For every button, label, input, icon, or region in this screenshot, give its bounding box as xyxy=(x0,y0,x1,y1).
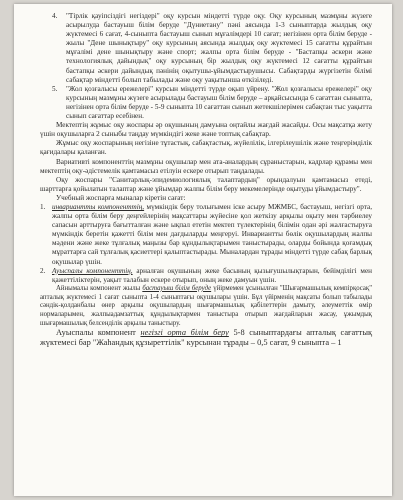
document-page xyxy=(14,4,392,496)
sub-item-text: арналған оқушының жеке басының қызығушылықтарын, бейімділігі мен қажеттіліктерін, уақыт талабын ескере отырып, оның жеке дамуын үшін. xyxy=(52,266,373,284)
term: Ауыспалы компоненттің, xyxy=(52,266,133,275)
paragraph: Мектептің жұмыс оқу жоспары әр оқушының дамуына оңтайлы жағдай жасайды. Осы мақсатқа жету үшін оқушыларға 2 сыныбы таңдау мүмкіндігі жеке және топтық сабақтар. xyxy=(40,121,372,139)
paragraph xyxy=(40,328,372,348)
list-number: 5. xyxy=(52,84,58,93)
term: инвариантты компоненттің, xyxy=(52,202,145,211)
document-body xyxy=(40,12,372,348)
paragraph: Вариативті компоненттің мазмұны оқушылар мен ата-аналардың сұраныстарын, кадрлар құрамы мен мектептің оқу-әдістемелік қамтамасыз етілуін ескере отырып таңдалады. xyxy=(40,157,372,175)
list-item-text: "Тірлік қауіпсіздігі негіздері" оқу курсын міндетті түрде оқу. Оқу курсының мазмұны жүзеге асырылуда бастауыш білім беруде "Дүниетану" пәні аясында 1-3 сыныптарда жылдық оқу жүктемесі 6 сағат, 4-сыныпта бастауыш сынып мұғалімдері 10 сағат; негізінен орта білім беруде - жылы "Дене шынықтыру" оқу курсының аясында жылдық оқу жүктемесі 15 сағатты құрайтын мұғалімі дене шынықтыру және спорт; жалпы орта білім беруде - "Бастапқы әскери және технологиялық дайындық" оқу курсының бір жылдық оқу жүктемесі 12 сағатты құрайтын бастапқы әскери дайындық пәнінің оқытушы-ұйымдастырушысы. Сабақтарды жүргізетін білімі сабақтар міндетті болып табылады және оқу уақытынша өткізіледі. xyxy=(66,12,372,84)
list-number: 4. xyxy=(52,12,58,20)
paragraph: Оқу жоспары "Санитарлық-эпидемиологиялық талаптардың" орындалуын қамтамасыз етеді, шарттарға қойылатын талаптар және ұйымдар жалпы білім беру мекемелерінде оқытуды ұйымдастыру". xyxy=(40,175,372,193)
paragraph-text: 5-8 сыныптардағы апталық сағаттық жүктемесі бар "Жаһандық құзыреттілік" курсынан тұрады – 0,5 сағат, 9 сыныпта – 1 xyxy=(40,328,373,348)
list-number: 2. xyxy=(40,266,46,275)
paragraph-prefix: Ауыспалы компонент xyxy=(56,328,136,338)
list-number: 1. xyxy=(40,202,46,211)
sub-item-1 xyxy=(40,203,372,267)
term: бастауыш білім беруде xyxy=(142,284,212,292)
paragraph-text: үйірмемен ұсынылған "Шығармашылық кемпірқосақ" апталық жүктемесі 1 сағат сыныпта 1-4 сыныптағы оқушылары үшін. Бұл үйірменің мақсаты болып табылады сәндік-қолданбалы өнер арқылы оқушылардың шығармашылық қабілеттерін дамыту, әлеуметтік өмір нормаларымен, жалпыадамзаттық құндылықтармен таныстыра отырып жағдайларын жасау, ұжымдық шығармашылық белсенділік арқылы таныстыру. xyxy=(40,284,373,327)
paragraph xyxy=(40,285,372,329)
paragraph: Учебный жоспарға мыналар кіретін сағат: xyxy=(56,193,186,202)
paragraph-prefix: Айнымалы компонент жылы xyxy=(56,284,141,292)
list-item-text: "Жол қозғалысы ережелері" курсын міндетті түрде оқып үйрену. "Жол қозғалысы ережелері" оқу курсының мазмұны жүзеге асырылады бастауыш білім беруде – арқайсысында 6 сағаттан сыныпта, негізінен орта білім беруде - 5-9 сыныпта 10 сағаттан сынып жетекшілерімен сабақтан тыс уақытта сынып сағаттар есебінен. xyxy=(66,84,372,121)
sub-item-text: мүмкіндік беру толығымен іске асыру МЖМБС, бастауыш, негізгі орта, жалпы орта білім беру деңгейлерінің мақсаттары жүйесіне қол жеткізу арқылы оқыту мен тәрбиелеу сапасын арттыруға бағытталған және ықпал ететін мектеп түлектерінің білімін одан әрі жалғастыруға мүмкіндік беретін қажетті білім мен дағдыларды меңгеруі. Инвариантты бөлік оқушылардың жалпы мәдени және жеке тұлғалық маңызы бар құндылықтарымен таныстырады, оларды бойында қоғамдық мұраттарға сай тұлғалық қасиеттері қалыптастырады. Мыналардан тұрады міндетті түрде сабақ барлық оқушылар үшін. xyxy=(52,202,373,266)
sub-item-2 xyxy=(40,267,372,285)
paragraph: Жұмыс оқу жоспарының негізіне тұтастық, сабақтастық, жүйелілік, ілгерілеушілік және теңгерімділік қағидалары қаланған. xyxy=(40,139,372,157)
list-item-5 xyxy=(40,85,372,121)
list-item-4 xyxy=(40,12,372,85)
term: негізгі орта білім беру xyxy=(140,328,229,338)
